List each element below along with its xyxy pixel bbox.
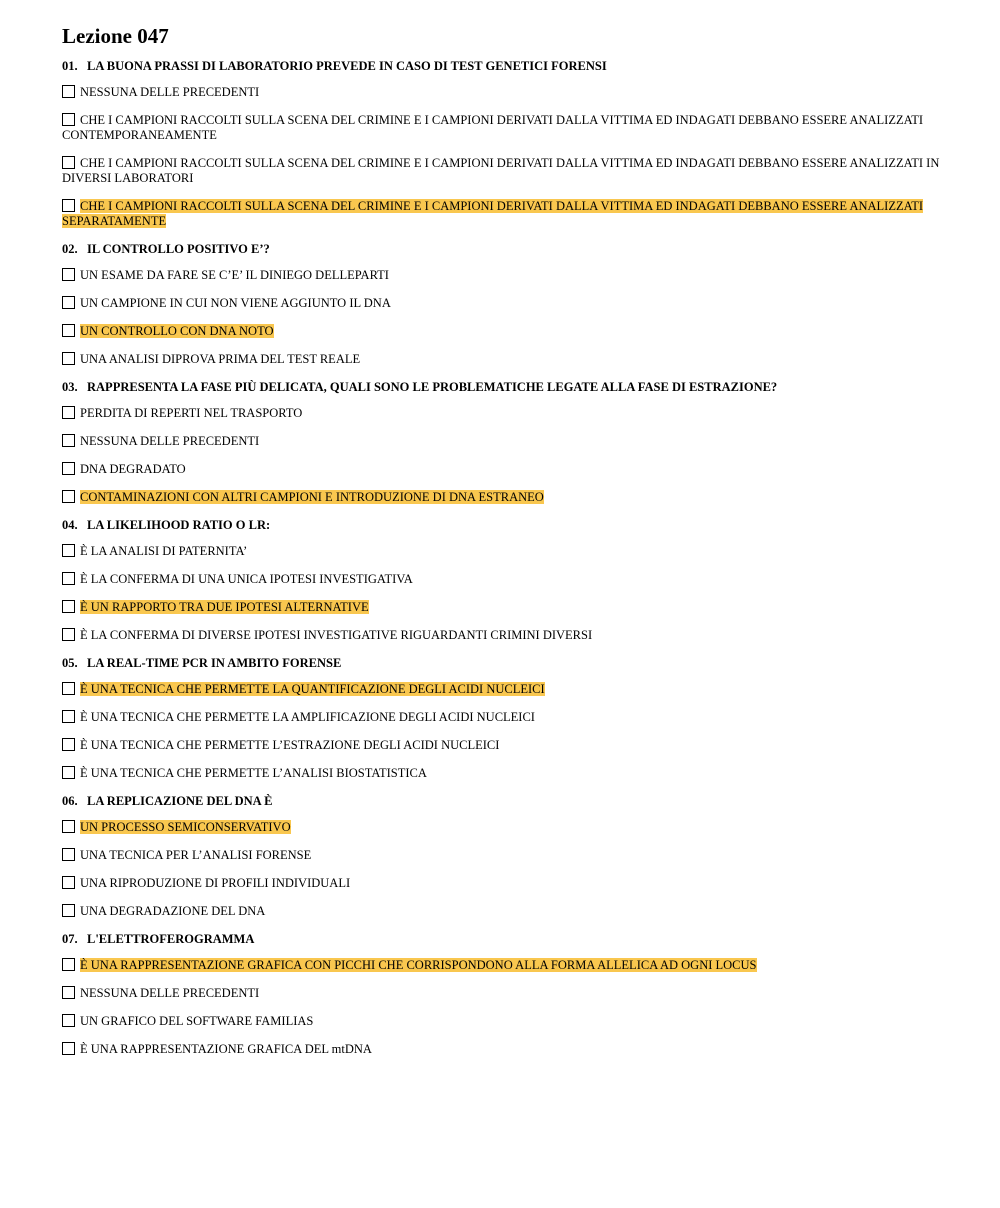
question-text: LA LIKELIHOOD RATIO O LR: xyxy=(87,518,271,532)
answer-checkbox[interactable] xyxy=(62,544,75,557)
answer-option[interactable] xyxy=(62,85,940,100)
answer-text: UN GRAFICO DEL SOFTWARE FAMILIAS xyxy=(80,1014,314,1028)
answer-text: UNA DEGRADAZIONE DEL DNA xyxy=(80,904,266,918)
question-text: RAPPRESENTA LA FASE PIÙ DELICATA, QUALI SONO LE PROBLEMATICHE LEGATE ALLA FASE DI ESTRAZIONE? xyxy=(87,380,778,394)
question-1 xyxy=(62,59,940,229)
answer-option[interactable] xyxy=(62,113,940,143)
question-text: LA REPLICAZIONE DEL DNA È xyxy=(87,794,273,808)
question-number: 02. xyxy=(62,242,78,256)
answer-text: È LA CONFERMA DI UNA UNICA IPOTESI INVESTIGATIVA xyxy=(80,572,413,586)
answer-text-highlighted: È UNA TECNICA CHE PERMETTE LA QUANTIFICAZIONE DEGLI ACIDI NUCLEICI xyxy=(80,682,545,696)
answer-text: DNA DEGRADATO xyxy=(80,462,186,476)
answer-text: NESSUNA DELLE PRECEDENTI xyxy=(80,85,260,99)
answer-option[interactable] xyxy=(62,434,940,449)
answer-option[interactable] xyxy=(62,156,940,186)
question-text: LA BUONA PRASSI DI LABORATORIO PREVEDE IN CASO DI TEST GENETICI FORENSI xyxy=(87,59,607,73)
answer-option[interactable] xyxy=(62,406,940,421)
answer-text: È LA CONFERMA DI DIVERSE IPOTESI INVESTIGATIVE RIGUARDANTI CRIMINI DIVERSI xyxy=(80,628,593,642)
question-number: 07. xyxy=(62,932,78,946)
question-number: 06. xyxy=(62,794,78,808)
answer-checkbox[interactable] xyxy=(62,738,75,751)
answer-checkbox[interactable] xyxy=(62,462,75,475)
answer-text: È LA ANALISI DI PATERNITA’ xyxy=(80,544,248,558)
answer-option[interactable] xyxy=(62,544,940,559)
answer-option[interactable] xyxy=(62,738,940,753)
answer-option[interactable] xyxy=(62,766,940,781)
question-heading xyxy=(62,932,940,947)
question-number: 01. xyxy=(62,59,78,73)
answer-option[interactable] xyxy=(62,600,940,615)
answer-option[interactable] xyxy=(62,848,940,863)
answer-checkbox[interactable] xyxy=(62,156,75,169)
answer-option[interactable] xyxy=(62,628,940,643)
question-2 xyxy=(62,242,940,367)
question-heading xyxy=(62,242,940,257)
answer-text: È UNA RAPPRESENTAZIONE GRAFICA DEL mtDNA xyxy=(80,1042,372,1056)
answer-text-highlighted: È UNA RAPPRESENTAZIONE GRAFICA CON PICCHI CHE CORRISPONDONO ALLA FORMA ALLELICA AD OGNI LOCUS xyxy=(80,958,757,972)
answer-checkbox[interactable] xyxy=(62,682,75,695)
answer-checkbox[interactable] xyxy=(62,296,75,309)
question-7 xyxy=(62,932,940,1057)
answer-option[interactable] xyxy=(62,324,940,339)
question-heading xyxy=(62,59,940,74)
document-page xyxy=(62,24,940,1070)
answer-text: È UNA TECNICA CHE PERMETTE LA AMPLIFICAZIONE DEGLI ACIDI NUCLEICI xyxy=(80,710,535,724)
answer-checkbox[interactable] xyxy=(62,710,75,723)
answer-text-highlighted: UN PROCESSO SEMICONSERVATIVO xyxy=(80,820,291,834)
question-heading xyxy=(62,794,940,809)
answer-checkbox[interactable] xyxy=(62,1042,75,1055)
answer-option[interactable] xyxy=(62,986,940,1001)
answer-option[interactable] xyxy=(62,199,940,229)
answer-checkbox[interactable] xyxy=(62,85,75,98)
answer-text-highlighted: È UN RAPPORTO TRA DUE IPOTESI ALTERNATIVE xyxy=(80,600,369,614)
answer-option[interactable] xyxy=(62,820,940,835)
answer-text: UN CAMPIONE IN CUI NON VIENE AGGIUNTO IL DNA xyxy=(80,296,391,310)
answer-option[interactable] xyxy=(62,876,940,891)
answer-text-highlighted: CHE I CAMPIONI RACCOLTI SULLA SCENA DEL CRIMINE E I CAMPIONI DERIVATI DALLA VITTIMA ED INDAGATI DEBBANO ESSERE ANALIZZATI SEPARATAMENTE xyxy=(62,199,924,228)
answer-checkbox[interactable] xyxy=(62,628,75,641)
answer-option[interactable] xyxy=(62,352,940,367)
answer-checkbox[interactable] xyxy=(62,848,75,861)
answer-text: NESSUNA DELLE PRECEDENTI xyxy=(80,986,260,1000)
answer-text-highlighted: CONTAMINAZIONI CON ALTRI CAMPIONI E INTRODUZIONE DI DNA ESTRANEO xyxy=(80,490,544,504)
answer-checkbox[interactable] xyxy=(62,766,75,779)
answer-option[interactable] xyxy=(62,462,940,477)
answer-text: UNA RIPRODUZIONE DI PROFILI INDIVIDUALI xyxy=(80,876,351,890)
answer-option[interactable] xyxy=(62,904,940,919)
answer-text: CHE I CAMPIONI RACCOLTI SULLA SCENA DEL CRIMINE E I CAMPIONI DERIVATI DALLA VITTIMA ED INDAGATI DEBBANO ESSERE ANALIZZATI CONTEMPORANEAMENTE xyxy=(62,113,924,142)
answer-checkbox[interactable] xyxy=(62,986,75,999)
question-number: 03. xyxy=(62,380,78,394)
answer-text: PERDITA DI REPERTI NEL TRASPORTO xyxy=(80,406,303,420)
answer-text-highlighted: UN CONTROLLO CON DNA NOTO xyxy=(80,324,274,338)
answer-option[interactable] xyxy=(62,268,940,283)
question-text: IL CONTROLLO POSITIVO E’? xyxy=(87,242,270,256)
answer-text: È UNA TECNICA CHE PERMETTE L’ANALISI BIOSTATISTICA xyxy=(80,766,427,780)
answer-text: CHE I CAMPIONI RACCOLTI SULLA SCENA DEL CRIMINE E I CAMPIONI DERIVATI DALLA VITTIMA ED INDAGATI DEBBANO ESSERE ANALIZZATI IN DIVERSI LABORATORI xyxy=(62,156,940,185)
question-3 xyxy=(62,380,940,505)
answer-option[interactable] xyxy=(62,1014,940,1029)
answer-checkbox[interactable] xyxy=(62,352,75,365)
answer-checkbox[interactable] xyxy=(62,113,75,126)
answer-text: È UNA TECNICA CHE PERMETTE L’ESTRAZIONE DEGLI ACIDI NUCLEICI xyxy=(80,738,500,752)
answer-checkbox[interactable] xyxy=(62,876,75,889)
question-heading xyxy=(62,656,940,671)
answer-text: UN ESAME DA FARE SE C’E’ IL DINIEGO DELLEPARTI xyxy=(80,268,389,282)
answer-text: UNA TECNICA PER L’ANALISI FORENSE xyxy=(80,848,312,862)
question-heading xyxy=(62,518,940,533)
answer-text: UNA ANALISI DIPROVA PRIMA DEL TEST REALE xyxy=(80,352,361,366)
question-6 xyxy=(62,794,940,919)
answer-checkbox[interactable] xyxy=(62,490,75,503)
question-4 xyxy=(62,518,940,643)
page-title: Lezione 047 xyxy=(62,24,169,48)
answer-checkbox[interactable] xyxy=(62,904,75,917)
question-5 xyxy=(62,656,940,781)
answer-option[interactable] xyxy=(62,572,940,587)
answer-option[interactable] xyxy=(62,710,940,725)
answer-option[interactable] xyxy=(62,682,940,697)
question-heading xyxy=(62,380,940,395)
question-list xyxy=(62,59,940,1057)
answer-checkbox[interactable] xyxy=(62,958,75,971)
answer-option[interactable] xyxy=(62,296,940,311)
answer-checkbox[interactable] xyxy=(62,600,75,613)
answer-option[interactable] xyxy=(62,490,940,505)
answer-checkbox[interactable] xyxy=(62,1014,75,1027)
question-number: 04. xyxy=(62,518,78,532)
question-text: LA REAL-TIME PCR IN AMBITO FORENSE xyxy=(87,656,342,670)
answer-text: NESSUNA DELLE PRECEDENTI xyxy=(80,434,260,448)
question-number: 05. xyxy=(62,656,78,670)
answer-option[interactable] xyxy=(62,1042,940,1057)
answer-checkbox[interactable] xyxy=(62,820,75,833)
answer-checkbox[interactable] xyxy=(62,268,75,281)
answer-checkbox[interactable] xyxy=(62,572,75,585)
answer-checkbox[interactable] xyxy=(62,199,75,212)
answer-checkbox[interactable] xyxy=(62,434,75,447)
answer-checkbox[interactable] xyxy=(62,324,75,337)
answer-option[interactable] xyxy=(62,958,940,973)
answer-checkbox[interactable] xyxy=(62,406,75,419)
question-text: L'ELETTROFEROGRAMMA xyxy=(87,932,255,946)
